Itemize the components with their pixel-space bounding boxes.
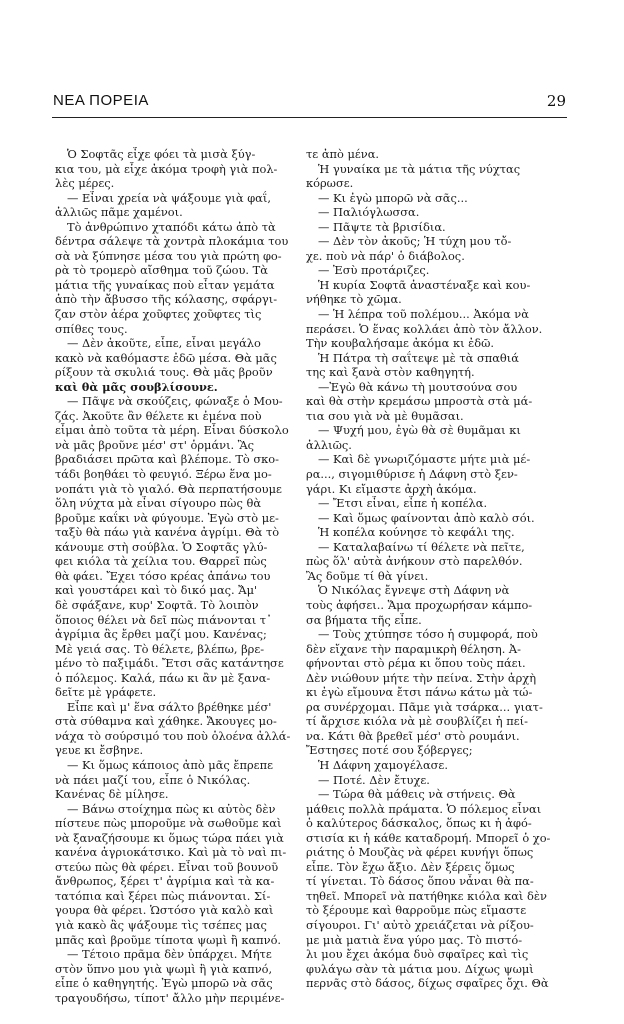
text-line: τε ἀπὸ μένα. bbox=[306, 147, 380, 161]
text-line: ζαν στὸν ἀέρα χοῦφτες χοῦφτες τὶς bbox=[55, 307, 262, 322]
text-line: Ὁ Σοφτᾶς εἶχε φόει τὰ μισὰ ξύγ- bbox=[67, 147, 256, 161]
text-line: Εἶπε καὶ μ' ἕνα σάλτο βρέθηκε μέσ' bbox=[67, 699, 272, 714]
running-head bbox=[53, 92, 566, 114]
text-line: ρα συνέρχομαι. Πᾶμε γιὰ τσάρκα... γιατ- bbox=[306, 699, 543, 714]
text-line: τὸ ξέρουμε καὶ θαρροῦμε πὼς εἴμαστε bbox=[306, 903, 527, 918]
text-line: τί γίνεται. Τὸ δάσος ὅπου νἆναι θὰ πα- bbox=[306, 874, 534, 889]
text-line: Τὴν κουβαλήσαμε ἀκόμα κι ἐδῶ. bbox=[306, 336, 495, 351]
text-line: — Εἶναι χρεία νὰ ψάξουμε γιὰ φαΐ, bbox=[67, 190, 271, 205]
text-line: ἀλλιῶς. bbox=[306, 437, 352, 452]
text-line: νὰ ξαναζήσουμε κι ὅμως τώρα πάει γιὰ bbox=[55, 830, 284, 845]
text-line: Τὸ ἀνθρώπινο χταπόδι κάτω ἀπὸ τὰ bbox=[67, 219, 276, 234]
text-line: ὅποιος θέλει νὰ δεῖ πὼς πιάνονται τ᾽ bbox=[55, 612, 272, 627]
text-line: — Τοὺς χτύπησε τόσο ἡ συμφορά, ποὺ bbox=[318, 627, 538, 642]
text-line: ρα..., σιγομιθύρισε ἡ Δάφνη στὸ ξεν- bbox=[306, 467, 518, 482]
text-line: τί ἄρχισε κιόλα νὰ μὲ σουβλίζει ἡ πεί- bbox=[306, 714, 528, 729]
text-line: δέντρα σάλεψε τὰ χοντρὰ πλοκάμια του bbox=[55, 234, 289, 249]
text-line: — Πᾶψτε τὰ βρισίδια. bbox=[318, 219, 446, 234]
text-line: —Ἐγὼ θὰ κάνω τὴ μουτσούνα σου bbox=[318, 379, 518, 394]
text-line: γιὰ κακὸ ἂς ψάξουμε τὶς τσέπες μας bbox=[55, 917, 267, 932]
text-line: νὰ μᾶς βροῦνε μέσ' στ' ὁρμάνι. Ἂς bbox=[55, 437, 255, 452]
text-line: περάσει. Ὁ ἕνας κολλάει ἀπὸ τὸν ἄλλον. bbox=[306, 321, 543, 336]
text-line: Ἡ γυναίκα με τὰ μάτια τῆς νύχτας bbox=[318, 161, 521, 176]
text-line: κανένα ἀγριοκάτσικο. Καὶ μὰ τὸ ναὶ πι- bbox=[55, 845, 287, 860]
text-line: ρὰ τὸ τρομερὸ αἴσθημα τοῦ ζώου. Τὰ bbox=[55, 263, 268, 278]
text-line: κάνουμε στὴ σούβλα. Ὁ Σοφτᾶς γλύ- bbox=[55, 539, 268, 554]
text-line: τραγουδήσω, τίποτ' ἄλλο μὴν περιμένε- bbox=[55, 990, 285, 1005]
text-line: ρίξουν τὰ σκυλιά τους. Θὰ μᾶς βροῦν bbox=[55, 365, 273, 380]
text-line: στὸν ὕπνο μου γιὰ ψωμὶ ἢ γιὰ καπνό, bbox=[55, 961, 273, 976]
text-line: ζάς. Ἀκοῦτε ἂν θέλετε κι ἐμένα ποὺ bbox=[55, 408, 262, 423]
text-line: τια σου γιὰ νὰ μὲ θυμᾶσαι. bbox=[306, 408, 464, 423]
text-line: τηθεῖ. Μπορεῖ νὰ πατήθηκε κιόλα καὶ δὲν bbox=[306, 888, 547, 903]
text-line: φυλάγω σὰν τὰ μάτια μου. Δίχως ψωμὶ bbox=[306, 961, 534, 976]
header-rule bbox=[52, 117, 567, 118]
text-line: Ἡ Δάφνη χαμογέλασε. bbox=[318, 757, 448, 772]
text-line: — Παλιόγλωσσα. bbox=[318, 205, 420, 220]
text-line: νὰ πάει μαζί του, εἶπε ὁ Νικόλας. bbox=[55, 772, 251, 787]
text-line: σίγουροι. Γι' αὐτὸ χρειάζεται νὰ ρίξου- bbox=[306, 917, 534, 932]
text-line: ὁ πόλεμος. Καλά, πάω κι ἂν μὲ ξανα- bbox=[55, 670, 271, 685]
text-line: εἶπε ὁ καθηγητής. Ἐγὼ μπορῶ νὰ σᾶς bbox=[55, 976, 273, 991]
text-line: θὰ φάει. Ἔχει τόσο κρέας ἀπάνω του bbox=[55, 568, 271, 583]
text-line: λι μου ἔχει ἀκόμα δυὸ σφαῖρες καὶ τὶς bbox=[306, 947, 529, 962]
text-line: δεῖτε μὲ γράφετε. bbox=[55, 685, 157, 700]
text-line: Ἡ κοπέλα κούνησε τὸ κεφάλι της. bbox=[318, 525, 515, 540]
text-line: Δὲν νιώθουν μήτε τὴν πείνα. Στὴν ἀρχὴ bbox=[306, 670, 537, 685]
text-line: — Δὲν ἀκοῦτε, εἶπε, εἶναι μεγάλο bbox=[67, 336, 261, 351]
text-line: Ὁ Νικόλας ἔγνεψε στὴ Δάφνη νὰ bbox=[318, 583, 510, 598]
text-line: — Τώρα θὰ μάθεις νὰ στήνεις. Θὰ bbox=[318, 787, 516, 802]
text-line: σπίθες τους. bbox=[55, 321, 128, 336]
text-line: ὁ καλύτερος δάσκαλος, ὅπως κι ἡ ἀφό- bbox=[306, 816, 532, 831]
text-line: ριάτης ὁ Μουζὰς νὰ φέρει κυνήγι ὅπως bbox=[306, 845, 534, 860]
text-line: μάτια τῆς γυναίκας ποὺ εἶταν γεμάτα bbox=[55, 277, 275, 292]
text-line: κια του, μὰ εἶχε ἀκόμα τροφὴ γιὰ πολ- bbox=[55, 161, 278, 176]
text-line: κακὸ νὰ καθόμαστε ἐδῶ μέσα. Θὰ μᾶς bbox=[55, 350, 277, 365]
text-line: στισία κι ἡ κάθε καταδρομή. Μπορεῖ ὁ χο- bbox=[306, 830, 551, 845]
text-line: ἀπὸ τὴν ἄβυσσο τῆς κόλασης, σφάργι- bbox=[55, 292, 278, 307]
text-line: — Βάνω στοίχημα πὼς κι αὐτὸς δὲν bbox=[67, 801, 276, 816]
text-line: τατόπια καὶ ξέρει πὼς πιάνονται. Σί- bbox=[55, 888, 271, 903]
text-line: — Καὶ ὅμως φαίνονται ἀπὸ καλὸ σόι. bbox=[318, 510, 535, 525]
text-line: γάρι. Κι εἴμαστε ἀρχὴ ἀκόμα. bbox=[306, 481, 477, 496]
text-line: καὶ γουστάρει καὶ τὸ δικό μας. Ἄμ' bbox=[55, 583, 258, 598]
text-line: σα βήματα τῆς εἶπε. bbox=[306, 612, 422, 627]
text-line: φει κιόλα τὰ χείλια του. Θαρρεῖ πὼς bbox=[55, 554, 267, 569]
text-line: δὲ σφάξανε, κυρ' Σοφτᾶ. Τὸ λοιπὸν bbox=[55, 597, 259, 612]
text-line: βραδιάσει πρῶτα καὶ βλέπομε. Τὸ σκο- bbox=[55, 452, 280, 467]
text-line: ταξὺ θὰ πάω γιὰ κανένα ἀγρίμι. Θὰ τὸ bbox=[55, 525, 280, 540]
text-line: κι ἐγὼ εἴμουνα ἔτσι πάνω κάτω μὰ τώ- bbox=[306, 685, 533, 700]
text-line: να. Κάτι θὰ βρεθεῖ μέσ' στὸ ρουμάνι. bbox=[306, 728, 520, 743]
text-line: σὰ νὰ ξύπνησε μέσα του γιὰ πρώτη φο- bbox=[55, 248, 282, 263]
text-line: ἄνθρωπος, ξέρει τ' ἀγρίμια καὶ τὰ κα- bbox=[55, 874, 275, 889]
text-line: — Ἡ λέπρα τοῦ πολέμου... Ἀκόμα νὰ bbox=[318, 307, 529, 322]
text-line: πὼς ὅλ' αὐτὰ ἀνήκουν στὸ παρελθόν. bbox=[306, 554, 523, 569]
text-line: πίστευε πὼς μποροῦμε νὰ σωθοῦμε καὶ bbox=[55, 816, 282, 831]
text-line: δὲν εἴχανε τὴν παραμικρὴ θέληση. Ἀ- bbox=[306, 641, 522, 656]
text-line: νοπάτι γιὰ τὸ γιαλό. Θὰ περπατήσουμε bbox=[55, 481, 282, 496]
text-line: ἀγρίμια ἂς ἔρθει μαζί μου. Κανένας; bbox=[55, 627, 267, 642]
text-line: χε. ποὺ νὰ πάρ' ὁ διάβολος. bbox=[306, 248, 465, 263]
text-line: Ἔστησες ποτέ σου ξόβεργες; bbox=[306, 743, 473, 758]
text-line: γουρα θὰ φέρει. Ὡστόσο γιὰ καλὸ καὶ bbox=[55, 903, 274, 918]
text-line: — Ποτέ. Δὲν ἔτυχε. bbox=[318, 772, 430, 787]
text-line: — Ἔτσι εἶναι, εἶπε ἡ κοπέλα. bbox=[318, 496, 488, 511]
text-line: βροῦμε καΐκι νὰ φύγουμε. Ἐγὼ στὸ με- bbox=[55, 510, 279, 525]
text-line: γευε κι ἔσβηνε. bbox=[55, 743, 144, 758]
text-line: νάχα τὸ σούρσιμό του ποὺ ὁλοένα ἀλλά- bbox=[55, 728, 291, 743]
text-line: λὲς μέρες. bbox=[55, 176, 115, 191]
text-line: μπᾶς καὶ βροῦμε τίποτα ψωμὶ ἢ καπνό. bbox=[55, 932, 282, 947]
text-line: περνᾶς στὸ δάσος, δίχως σφαῖρες ὄχι. Θὰ bbox=[306, 976, 549, 991]
text-line: τοὺς ἀφήσει.. Ἅμα προχωρήσαν κάμπο- bbox=[306, 597, 533, 612]
text-line: με μιὰ ματιὰ ἕνα γύρο μας. Τὸ πιστό- bbox=[306, 932, 523, 947]
text-line: μάθεις πολλὰ πράματα. Ὁ πόλεμος εἶναι bbox=[306, 801, 542, 816]
text-line: εἶμαι ἀπὸ τοῦτα τὰ μέρη. Εἶναι δύσκολο bbox=[55, 423, 289, 438]
text-line: — Ψυχή μου, ἐγὼ θὰ σὲ θυμᾶμαι κι bbox=[318, 423, 521, 438]
right-text-column bbox=[306, 147, 566, 991]
text-line: στὰ σύθαμνα καὶ χάθηκε. Ἄκουγες μο- bbox=[55, 714, 277, 729]
text-line: καὶ θὰ στὴν κρεμάσω μπροστὰ στὰ μά- bbox=[306, 394, 533, 409]
text-line: — Πᾶψε νὰ σκούζεις, φώναξε ὁ Μου- bbox=[67, 394, 283, 409]
journal-title: ΝΕΑ ΠΟΡΕΙΑ bbox=[53, 92, 149, 109]
text-line: κόρωσε. bbox=[306, 176, 354, 191]
text-line: Ἂς δοῦμε τί θὰ γίνει. bbox=[306, 568, 429, 583]
text-line: — Κι ἐγὼ μπορῶ νὰ σᾶς... bbox=[318, 190, 468, 205]
text-line: — Δὲν τὸν ἀκοῦς; Ἡ τύχη μου τὄ- bbox=[318, 234, 512, 249]
text-line: Ἡ Πάτρα τὴ σαΐτεψε μὲ τὰ σπαθιά bbox=[318, 350, 519, 365]
text-line: νήθηκε τὸ χῶμα. bbox=[306, 292, 402, 307]
text-line: Κανένας δὲ μίλησε. bbox=[55, 787, 169, 802]
text-line: στεύω πὼς θὰ φέρει. Εἶναι τοῦ βουνοῦ bbox=[55, 859, 279, 874]
text-line: της καὶ ξανὰ στὸν καθηγητή. bbox=[306, 365, 475, 380]
text-line: Ἡ κυρία Σοφτᾶ ἀναστέναξε καὶ κου- bbox=[318, 277, 531, 292]
text-line: ὅλη νύχτα μὰ εἶναι σίγουρο πὼς θὰ bbox=[55, 496, 262, 511]
text-line: μένο τὸ παξιμάδι. Ἔτσι σᾶς κατάντησε bbox=[55, 656, 284, 671]
page-number: 29 bbox=[546, 92, 566, 110]
text-line: Μὲ γειά σας. Τὸ θέλετε, βλέπω, βρε- bbox=[55, 641, 265, 656]
text-line: καὶ θὰ μᾶς σουβλίσουνε. bbox=[55, 379, 218, 394]
text-line: τάδι βοηθάει τὸ φευγιό. Ξέρω ἕνα μο- bbox=[55, 467, 272, 482]
text-line: — Ἐσὺ προτάριζες. bbox=[318, 263, 430, 278]
text-line: — Κι ὅμως κάποιος ἀπὸ μᾶς ἔπρεπε bbox=[67, 757, 273, 772]
text-line: — Τέτοιο πρᾶμα δὲν ὑπάρχει. Μήτε bbox=[67, 947, 272, 962]
text-line: — Καὶ δὲ γνωριζόμαστε μήτε μιὰ μέ- bbox=[318, 452, 531, 467]
text-line: — Καταλαβαίνω τί θέλετε νὰ πεῖτε, bbox=[318, 539, 525, 554]
text-line: εἶπε. Τὸν ἔχω ἄξιο. Δὲν ξέρεις ὅμως bbox=[306, 859, 515, 874]
text-line: φήνονται στὸ ρέμα κι ὅπου τοὺς πάει. bbox=[306, 656, 526, 671]
text-line: ἀλλιῶς πᾶμε χαμένοι. bbox=[55, 205, 183, 220]
left-text-column bbox=[55, 147, 313, 1005]
